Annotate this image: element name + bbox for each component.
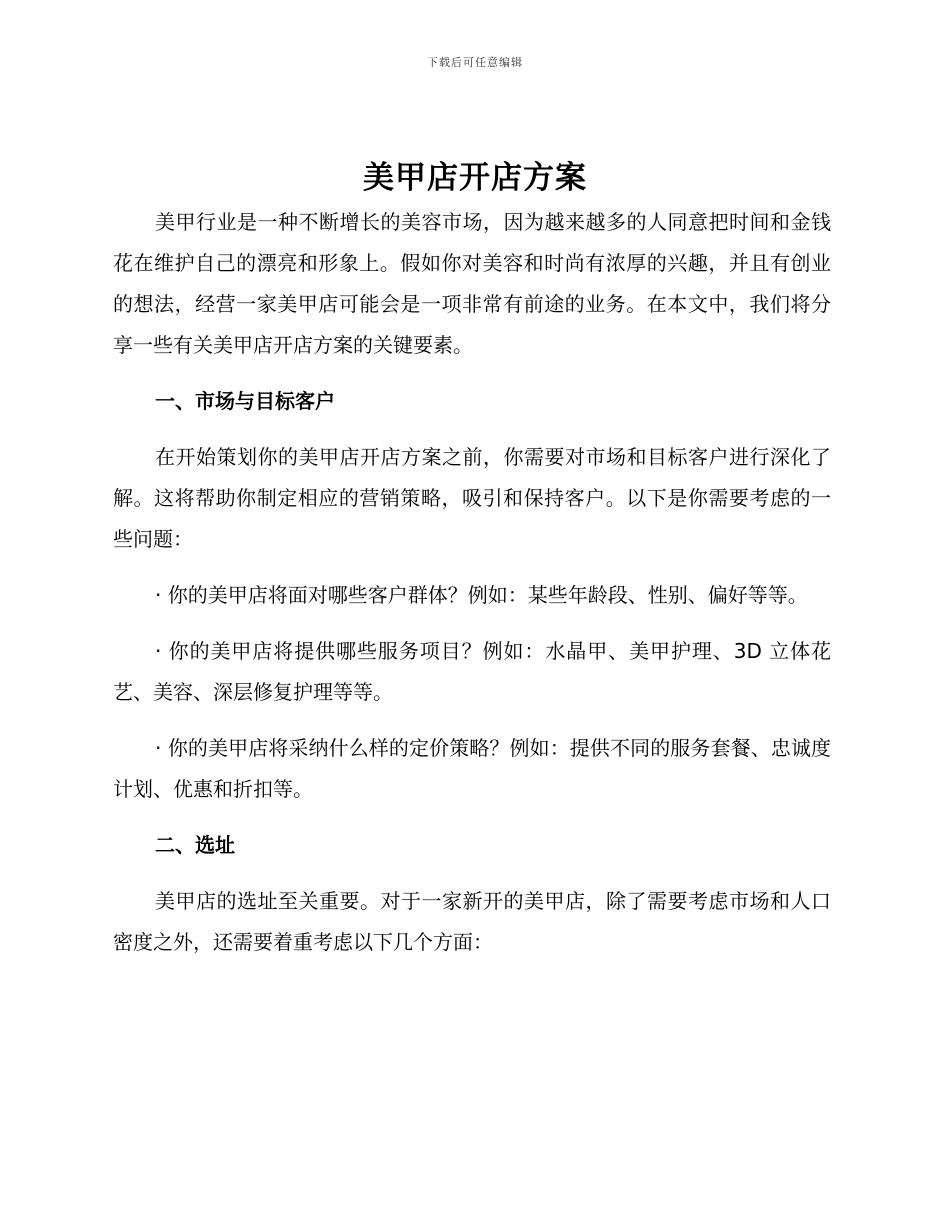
location-paragraph: 美甲店的选址至关重要。对于一家新开的美甲店，除了需要考虑市场和人口密度之外，还需要着重考虑以下几个方面：: [113, 889, 831, 954]
section-heading-location: 二、选址: [155, 833, 235, 857]
bullet-item-services: · 你的美甲店将提供哪些服务项目？例如：水晶甲、美甲护理、3D 立体花艺、美容、深层修复护理等等。: [113, 639, 831, 704]
page-header-note: 下载后可任意编辑: [427, 56, 523, 69]
document-body: [113, 202, 831, 963]
bullet-item-customers: · 你的美甲店将面对哪些客户群体？例如：某些年龄段、性别、偏好等等。: [155, 583, 808, 607]
market-paragraph: 在开始策划你的美甲店开店方案之前，你需要对市场和目标客户进行深化了解。这将帮助你制定相应的营销策略，吸引和保持客户。以下是你需要考虑的一些问题：: [113, 445, 831, 551]
document-title: 美甲店开店方案: [363, 160, 587, 196]
intro-paragraph: 美甲行业是一种不断增长的美容市场，因为越来越多的人同意把时间和金钱花在维护自己的漂亮和形象上。假如你对美容和时尚有浓厚的兴趣，并且有创业的想法，经营一家美甲店可能会是一项非常有前途的业务。在本文中，我们将分享一些有关美甲店开店方案的关键要素。: [113, 210, 831, 357]
bullet-item-pricing: · 你的美甲店将采纳什么样的定价策略？例如：提供不同的服务套餐、忠诚度计划、优惠和折扣等。: [113, 736, 831, 801]
section-heading-market: 一、市场与目标客户: [155, 389, 335, 413]
